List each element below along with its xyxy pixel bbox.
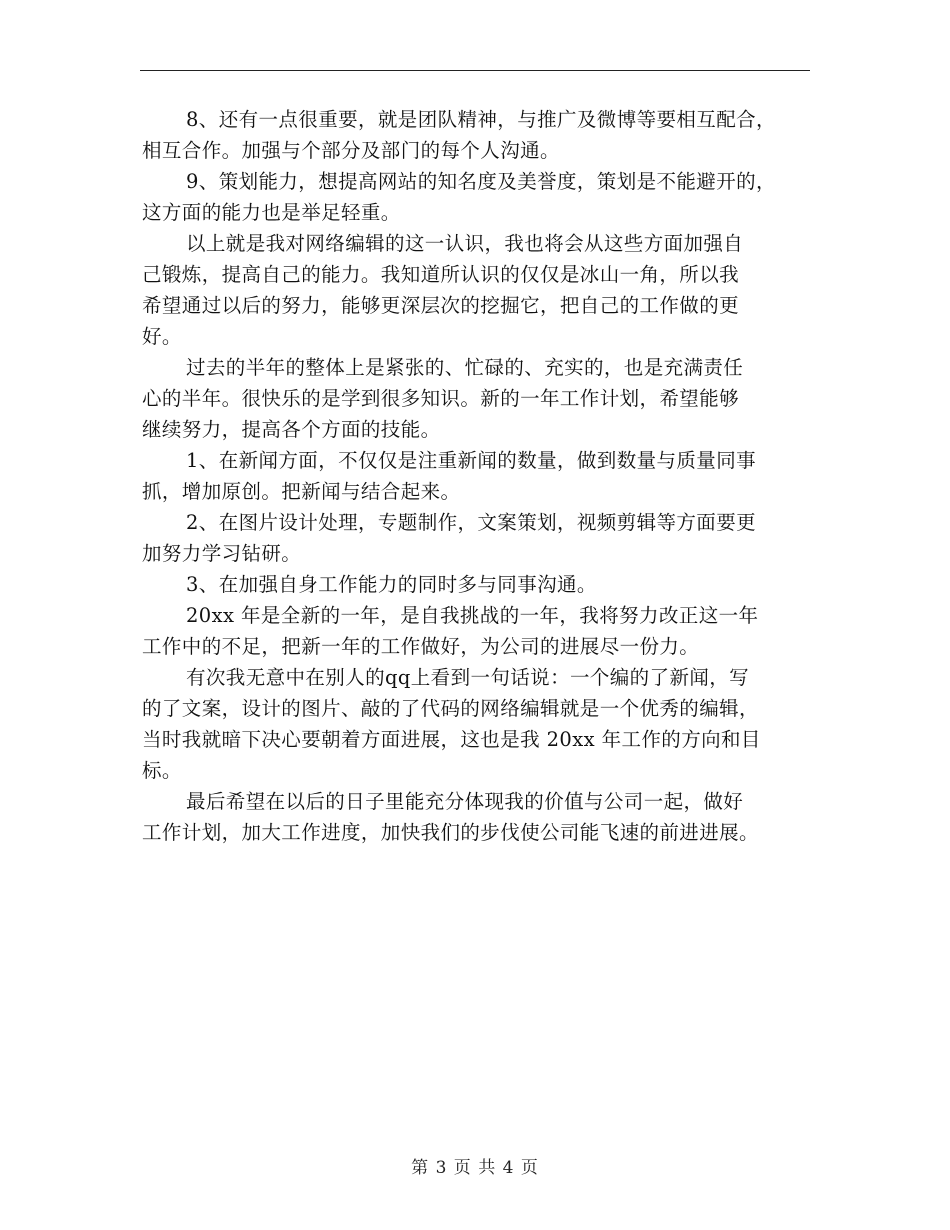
paragraph-6	[142, 507, 812, 569]
paragraph-line: 好。	[142, 325, 182, 348]
paragraph-line: 当时我就暗下决心要朝着方面进展，这也是我 20xx 年工作的方向和目	[142, 728, 761, 751]
paragraph-4	[142, 352, 812, 445]
paragraph-line: 最后希望在以后的日子里能充分体现我的价值与公司一起，做好	[186, 790, 744, 813]
paragraph-8	[142, 600, 812, 662]
paragraph-3	[142, 228, 812, 352]
paragraph-line: 8、还有一点很重要，就是团队精神，与推广及微博等要相互配合，	[186, 108, 776, 131]
paragraph-1	[142, 104, 812, 166]
page-number-footer: 第 3 页 共 4 页	[411, 1158, 539, 1178]
paragraph-line: 己锻炼，提高自己的能力。我知道所认识的仅仅是冰山一角，所以我	[142, 263, 740, 286]
document-body	[142, 104, 812, 848]
paragraph-line: 2、在图片设计处理，专题制作，文案策划，视频剪辑等方面要更	[186, 511, 757, 534]
paragraph-line: 1、在新闻方面，不仅仅是注重新闻的数量，做到数量与质量同事	[186, 449, 757, 472]
paragraph-line: 以上就是我对网络编辑的这一认识，我也将会从这些方面加强自	[186, 232, 744, 255]
paragraph-line: 工作计划，加大工作进度，加快我们的步伐使公司能飞速的前进进展。	[142, 821, 759, 844]
paragraph-line: 这方面的能力也是举足轻重。	[142, 201, 401, 224]
paragraph-line: 心的半年。很快乐的是学到很多知识。新的一年工作计划，希望能够	[142, 387, 740, 410]
paragraph-2	[142, 166, 812, 228]
paragraph-line: 相互合作。加强与个部分及部门的每个人沟通。	[142, 139, 560, 162]
paragraph-line: 3、在加强自身工作能力的同时多与同事沟通。	[186, 573, 597, 596]
header-rule	[140, 70, 810, 71]
paragraph-line: 抓，增加原创。把新闻与结合起来。	[142, 480, 461, 503]
paragraph-line: 的了文案，设计的图片、敲的了代码的网络编辑就是一个优秀的编辑，	[142, 697, 759, 720]
paragraph-line: 继续努力，提高各个方面的技能。	[142, 418, 441, 441]
paragraph-line: 工作中的不足，把新一年的工作做好，为公司的进展尽一份力。	[142, 635, 700, 658]
paragraph-line: 希望通过以后的努力，能够更深层次的挖掘它，把自己的工作做的更	[142, 294, 740, 317]
paragraph-10	[142, 786, 812, 848]
paragraph-line: 9、策划能力，想提高网站的知名度及美誉度，策划是不能避开的，	[186, 170, 776, 193]
paragraph-line: 标。	[142, 759, 182, 782]
paragraph-line: 过去的半年的整体上是紧张的、忙碌的、充实的，也是充满责任	[186, 356, 744, 379]
paragraph-line: 20xx 年是全新的一年，是自我挑战的一年，我将努力改正这一年	[186, 604, 759, 627]
paragraph-line: 有次我无意中在别人的qq上看到一句话说：一个编的了新闻，写	[186, 666, 750, 689]
paragraph-9	[142, 662, 812, 786]
paragraph-line: 加努力学习钻研。	[142, 542, 302, 565]
paragraph-7	[142, 569, 812, 600]
paragraph-5	[142, 445, 812, 507]
